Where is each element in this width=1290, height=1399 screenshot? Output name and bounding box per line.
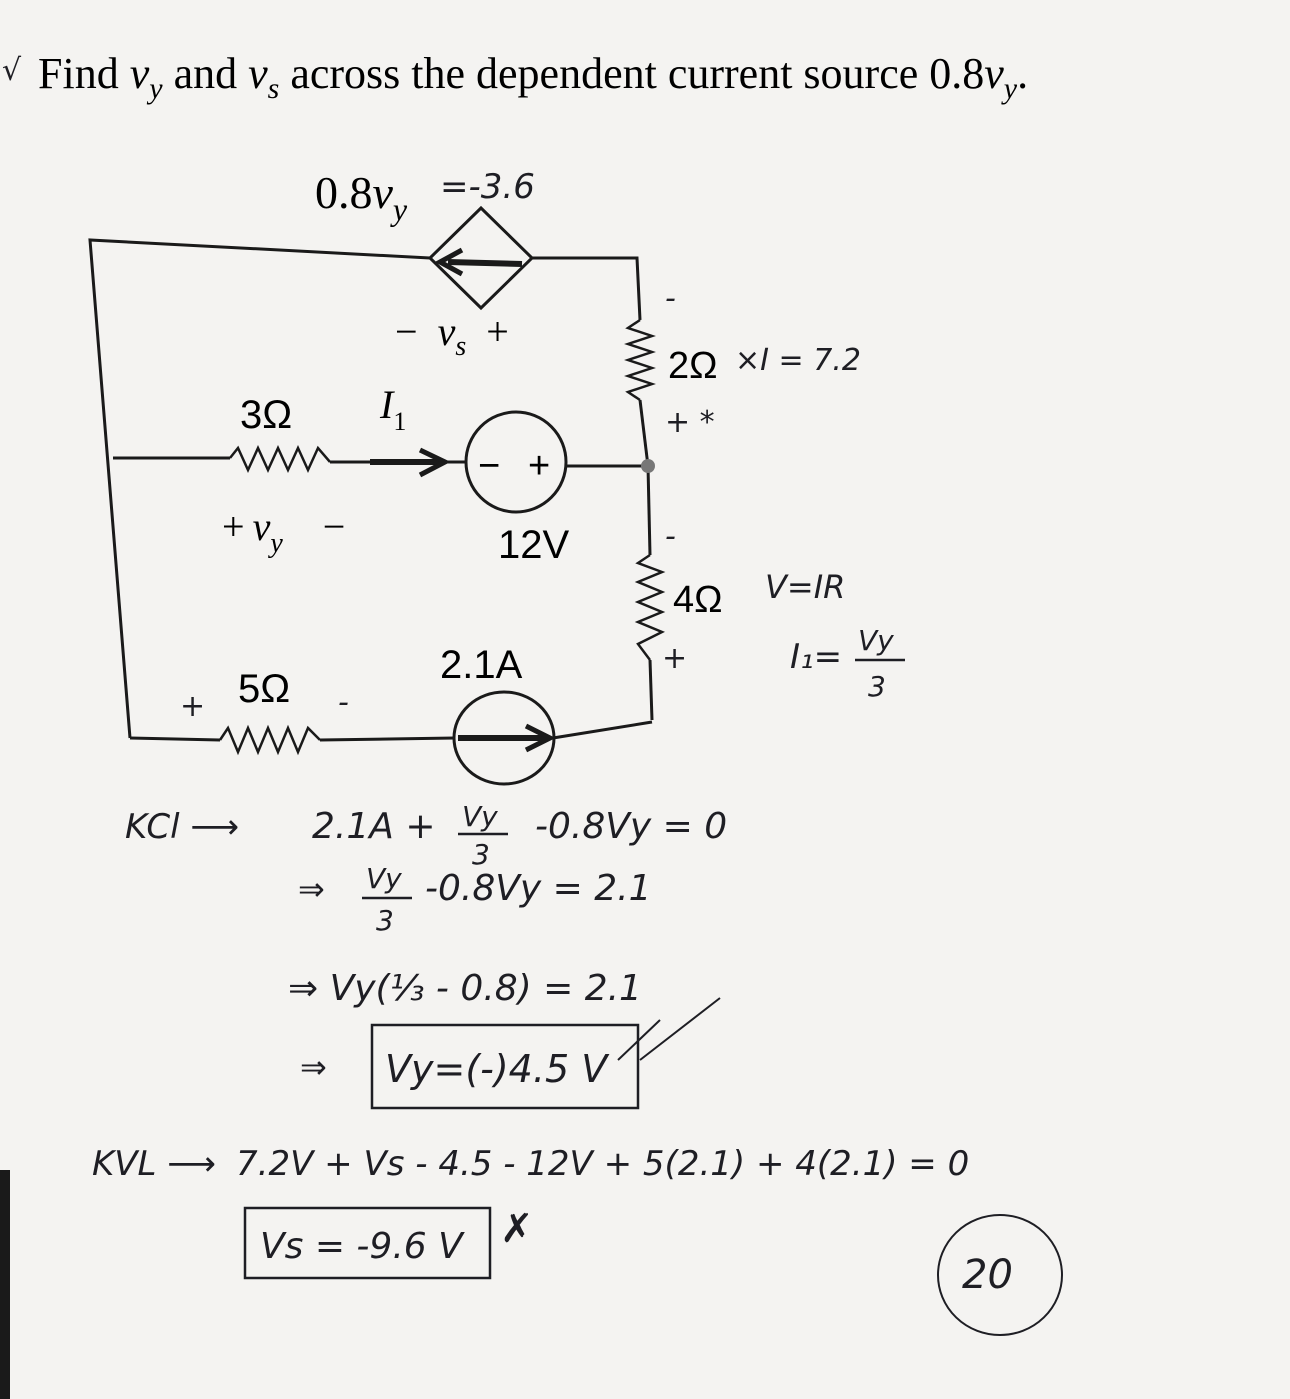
current-source-2-1a: [454, 692, 554, 784]
step3-equation: ⇒ Vy(⅓ - 0.8) = 2.1: [288, 968, 642, 1009]
r2-bottom-mark: + *: [665, 405, 715, 440]
r2-label: 2Ω: [668, 345, 718, 387]
r2-top-mark: -: [665, 281, 676, 316]
i1-label: $I_1$: [380, 382, 407, 436]
r4-annotation: V=IR: [765, 568, 846, 606]
vsrc-value-label: 12V: [498, 523, 570, 567]
r2-annotation: ×I = 7.2: [735, 343, 861, 378]
r4-bottom-mark: +: [662, 641, 688, 676]
svg-text:Vy: Vy: [858, 624, 894, 657]
svg-text:Vy: Vy: [366, 862, 402, 895]
vs-label: − $v_s$ +: [395, 309, 509, 362]
svg-text:3: 3: [472, 838, 490, 871]
kcl-label: KCl ⟶: [125, 807, 240, 847]
vy-label: + $v_y$ −: [222, 504, 346, 559]
svg-text:-0.8Vy = 2.1: -0.8Vy = 2.1: [425, 868, 652, 909]
isrc-value-label: 2.1A: [440, 643, 523, 687]
r5-label: 5Ω: [238, 667, 291, 711]
dep-source-label: $0.8v_y$: [315, 167, 408, 227]
r5-minus-mark: -: [338, 685, 349, 720]
check-mark: √: [2, 53, 22, 88]
r4-top-mark: -: [665, 519, 676, 554]
svg-text:-0.8Vy = 0: -0.8Vy = 0: [535, 806, 728, 847]
r4-label: 4Ω: [673, 579, 723, 621]
svg-text:20: 20: [962, 1252, 1013, 1298]
scan-edge: [0, 1170, 10, 1399]
problem-statement: Find $v_y$ and $v_s$ across the dependent current source $0.8v_y$.: [38, 49, 1029, 105]
svg-text:+: +: [528, 445, 551, 487]
svg-text:⇒: ⇒: [298, 870, 325, 908]
svg-text:Vs = -9.6 V: Vs = -9.6 V: [260, 1226, 463, 1267]
r3-label: 3Ω: [240, 393, 293, 437]
svg-text:3: 3: [868, 670, 886, 703]
svg-text:Vy=(-)4.5 V: Vy=(-)4.5 V: [385, 1047, 608, 1091]
svg-text:−: −: [478, 445, 501, 487]
dep-source-annotation: =-3.6: [440, 167, 535, 207]
svg-text:3: 3: [376, 904, 394, 937]
junction-node: [641, 459, 655, 473]
svg-text:2.1A +: 2.1A +: [312, 806, 436, 847]
svg-text:Vy: Vy: [462, 800, 498, 833]
kvl-equation: KVL ⟶ 7.2V + Vs - 4.5 - 12V + 5(2.1) + 4(2.1) = 0: [92, 1144, 970, 1184]
r5-plus-mark: +: [180, 689, 206, 724]
svg-text:I₁=: I₁=: [790, 637, 843, 677]
svg-text:⇒: ⇒: [300, 1048, 327, 1086]
voltage-source-12v: [466, 412, 566, 512]
wrong-mark: ✗: [500, 1206, 534, 1252]
